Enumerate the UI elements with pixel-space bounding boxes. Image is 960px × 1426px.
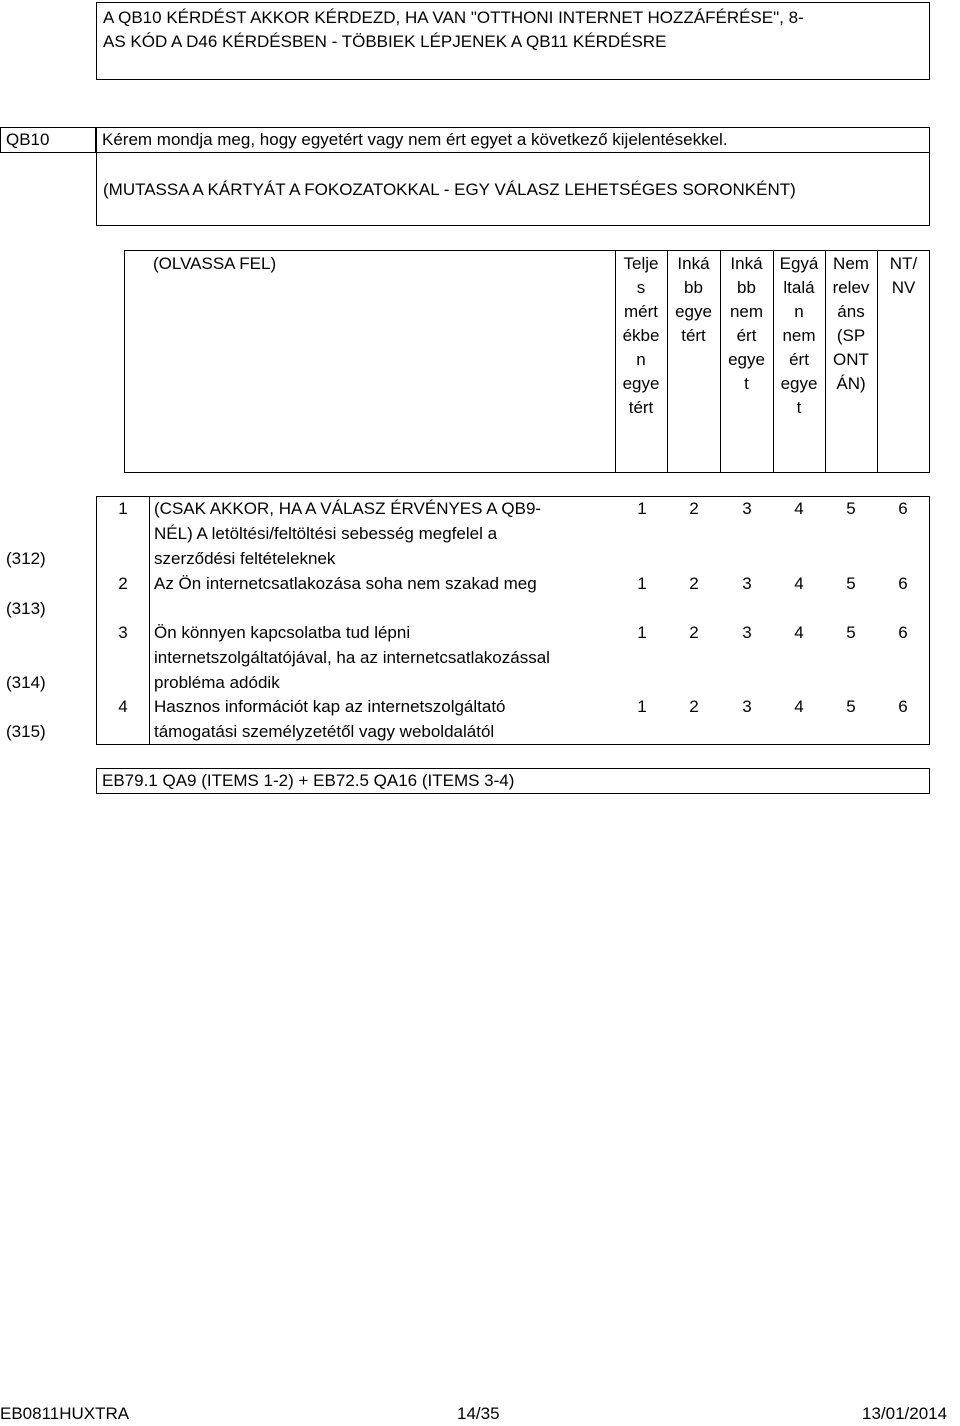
item-number: 3 (118, 623, 128, 642)
scale-value[interactable]: 1 (637, 574, 647, 593)
column-header-4: Egyá ltalá n nem ért egye t (779, 254, 819, 417)
scale-value[interactable]: 2 (689, 623, 699, 642)
scale-value[interactable]: 2 (689, 499, 699, 518)
item-text-line: Ön könnyen kapcsolatba tud lépni (154, 623, 411, 642)
item-number: 4 (118, 697, 128, 716)
footer-page-number: 14/35 (457, 1404, 500, 1423)
column-header-5: Nem relev áns (SP ONT ÁN) (832, 254, 870, 393)
scale-value[interactable]: 5 (846, 574, 856, 593)
variable-code: (312) (6, 549, 46, 568)
question-id: QB10 (6, 130, 50, 149)
column-header-1: Telje s mért ékbe n egye tért (622, 254, 660, 417)
scale-value[interactable]: 2 (689, 697, 699, 716)
column-header-2: Inká bb egye tért (675, 254, 712, 345)
question-divider (96, 152, 930, 153)
scale-value[interactable]: 3 (742, 499, 752, 518)
column-header-3: Inká bb nem ért egye t (728, 254, 765, 393)
item-number: 1 (118, 499, 128, 518)
filter-note-line-2: AS KÓD A D46 KÉRDÉSBEN - TÖBBIEK LÉPJENEK A QB11 KÉRDÉSRE (103, 32, 667, 51)
scale-value[interactable]: 1 (637, 697, 647, 716)
item-text-line: (CSAK AKKOR, HA A VÁLASZ ÉRVÉNYES A QB9- (154, 499, 542, 518)
scale-value[interactable]: 4 (794, 574, 804, 593)
variable-code: (315) (6, 722, 46, 741)
variable-code: (313) (6, 599, 46, 618)
scale-value[interactable]: 2 (689, 574, 699, 593)
item-text-line: NÉL) A letöltési/feltöltési sebesség megfelel a (154, 524, 498, 543)
item-text-line: probléma adódik (154, 673, 280, 692)
items-number-divider (149, 496, 150, 745)
scale-value[interactable]: 6 (898, 499, 908, 518)
scale-value[interactable]: 3 (742, 623, 752, 642)
item-text-line: internetszolgáltatójával, ha az internetcsatlakozással (154, 648, 550, 667)
footer-date: 13/01/2014 (862, 1404, 948, 1423)
scale-value[interactable]: 6 (898, 623, 908, 642)
scale-value[interactable]: 3 (742, 574, 752, 593)
item-number: 2 (118, 574, 128, 593)
footer-document-id: EB0811HUXTRA (0, 1404, 130, 1423)
scale-value[interactable]: 5 (846, 499, 856, 518)
scale-value[interactable]: 5 (846, 623, 856, 642)
scale-value[interactable]: 3 (742, 697, 752, 716)
item-text-line: szerződési feltételeknek (154, 549, 336, 568)
question-instruction: (MUTASSA A KÁRTYÁT A FOKOZATOKKAL - EGY VÁLASZ LEHETSÉGES SORONKÉNT) (103, 180, 796, 199)
scale-value[interactable]: 5 (846, 697, 856, 716)
variable-code: (314) (6, 673, 46, 692)
read-out-label: (OLVASSA FEL) (153, 254, 277, 273)
scale-value[interactable]: 6 (898, 697, 908, 716)
scale-value[interactable]: 4 (794, 697, 804, 716)
source-note: EB79.1 QA9 (ITEMS 1-2) + EB72.5 QA16 (ITEMS 3-4) (102, 771, 515, 790)
scale-value[interactable]: 1 (637, 499, 647, 518)
item-text-line: Az Ön internetcsatlakozása soha nem szakad meg (154, 574, 537, 593)
column-header-6: NT/ NV (889, 254, 918, 297)
scale-value[interactable]: 4 (794, 499, 804, 518)
scale-value[interactable]: 6 (898, 574, 908, 593)
item-text-line: támogatási személyzetétől vagy weboldalától (154, 722, 495, 741)
question-text: Kérem mondja meg, hogy egyetért vagy nem ért egyet a következő kijelentésekkel. (102, 130, 728, 149)
scale-value[interactable]: 1 (637, 623, 647, 642)
scale-value[interactable]: 4 (794, 623, 804, 642)
filter-note-line-1: A QB10 KÉRDÉST AKKOR KÉRDEZD, HA VAN "OTTHONI INTERNET HOZZÁFÉRÉSE", 8- (103, 8, 804, 27)
item-text-line: Hasznos információt kap az internetszolgáltató (154, 697, 506, 716)
